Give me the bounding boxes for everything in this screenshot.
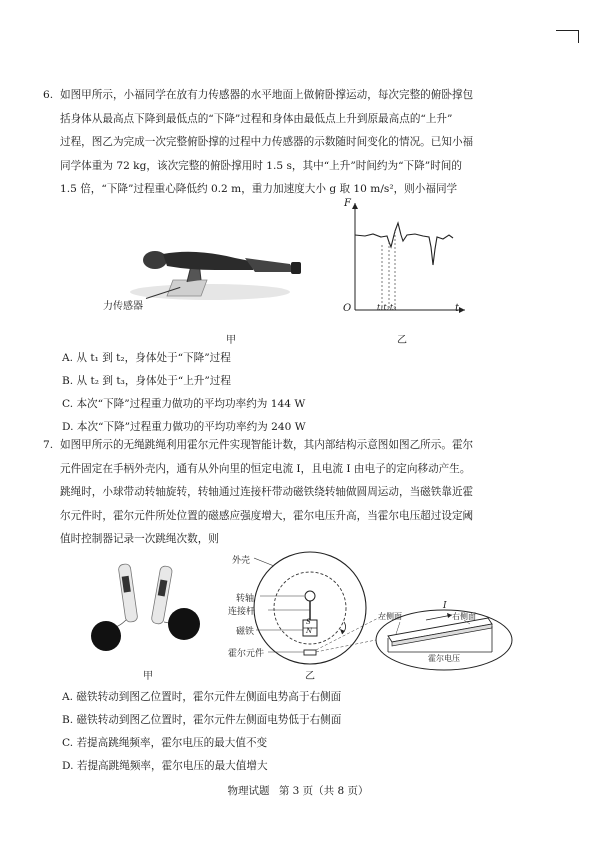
label-hall-element: 霍尔元件 [228, 649, 265, 659]
magnet-n-pole: N [306, 627, 313, 635]
question-line: 值时控制器记录一次跳绳次数，则 [60, 533, 219, 545]
label-axle: 转轴 [236, 594, 255, 604]
axis-y-label: F [344, 198, 351, 209]
question-number: 7. [43, 439, 54, 451]
question-line: 如图甲所示的无绳跳绳利用霍尔元件实现智能计数，其内部结构示意图如图乙所示。霍尔 [60, 439, 474, 451]
question-line: 1.5 倍，“下降”过程重心降低约 0.2 m，重力加速度大小 g 取 10 m/s²，则小福同学 [60, 183, 458, 195]
question-number: 6. [43, 89, 54, 101]
page-footer [0, 783, 596, 798]
label-right-face: 右侧面 [452, 612, 476, 621]
option-b: B. 磁铁转动到图乙位置时，霍尔元件左侧面电势低于右侧面 [62, 714, 342, 726]
label-shell: 外壳 [232, 556, 251, 566]
force-time-graph [335, 195, 470, 325]
question-line: 如图甲所示，小福同学在放有力传感器的水平地面上做俯卧撑运动，每次完整的俯卧撑包 [60, 89, 474, 101]
sensor-label: 力传感器 [103, 301, 143, 312]
option-d: D. 本次“下降”过程重力做功的平均功率约为 240 W [62, 421, 306, 433]
option-a: A. 从 t₁ 到 t₂，身体处于“下降”过程 [62, 352, 231, 364]
magnet-s-pole: S [306, 618, 311, 626]
figure-caption: 乙 [397, 335, 407, 346]
label-magnet: 磁铁 [236, 627, 255, 637]
label-rod: 连接杆 [228, 607, 256, 617]
footer-page-number: 第 3 页（共 8 页） [278, 785, 369, 797]
label-left-face: 左侧面 [378, 612, 402, 621]
option-a: A. 磁铁转动到图乙位置时，霍尔元件左侧面电势高于右侧面 [62, 691, 342, 703]
question-line: 跳绳时，小球带动转轴旋转，转轴通过连接杆带动磁铁绕转轴做圆周运动，当磁铁靠近霍 [60, 486, 474, 498]
question-line: 同学体重为 72 kg，该次完整的俯卧撑用时 1.5 s，其中“上升”时间约为“下降”时间的 [60, 159, 462, 172]
question-7 [43, 434, 534, 552]
figure-caption: 乙 [305, 671, 315, 682]
t-markers-label: t₁t₂t₃ [377, 303, 397, 312]
label-current: I [443, 601, 447, 611]
question-line: 括身体从最高点下降到最低点的“下降”过程和身体由最低点上升到原最高点的“上升” [60, 112, 453, 125]
question-line: 尔元件时，霍尔元件所处位置的磁感应强度增大，霍尔电压升高，当霍尔电压超过设定阈 [60, 509, 474, 522]
option-c: C. 若提高跳绳频率，霍尔电压的最大值不变 [62, 737, 268, 749]
question-6 [43, 84, 534, 202]
jump-rope-photo [88, 558, 208, 653]
option-d: D. 若提高跳绳频率，霍尔电压的最大值增大 [62, 760, 268, 772]
footer-subject: 物理试题 [227, 785, 270, 797]
question-line: 过程，图乙为完成一次完整俯卧撑的过程中力传感器的示数随时间变化的情况。已知小福 [60, 136, 474, 148]
figure-caption: 甲 [226, 335, 236, 346]
option-c: C. 本次“下降”过程重力做功的平均功率约为 144 W [62, 398, 306, 410]
axis-x-label: t [455, 303, 460, 314]
page-corner-mark [556, 30, 579, 43]
label-hall-voltage: 霍尔电压 [428, 654, 460, 663]
figure-caption: 甲 [143, 671, 153, 682]
option-b: B. 从 t₂ 到 t₃，身体处于“上升”过程 [62, 375, 231, 387]
question-line: 元件固定在手柄外壳内，通有从外向里的恒定电流 I，且电流 I 由电子的定向移动产生。 [60, 462, 471, 475]
origin-label: O [343, 303, 352, 314]
